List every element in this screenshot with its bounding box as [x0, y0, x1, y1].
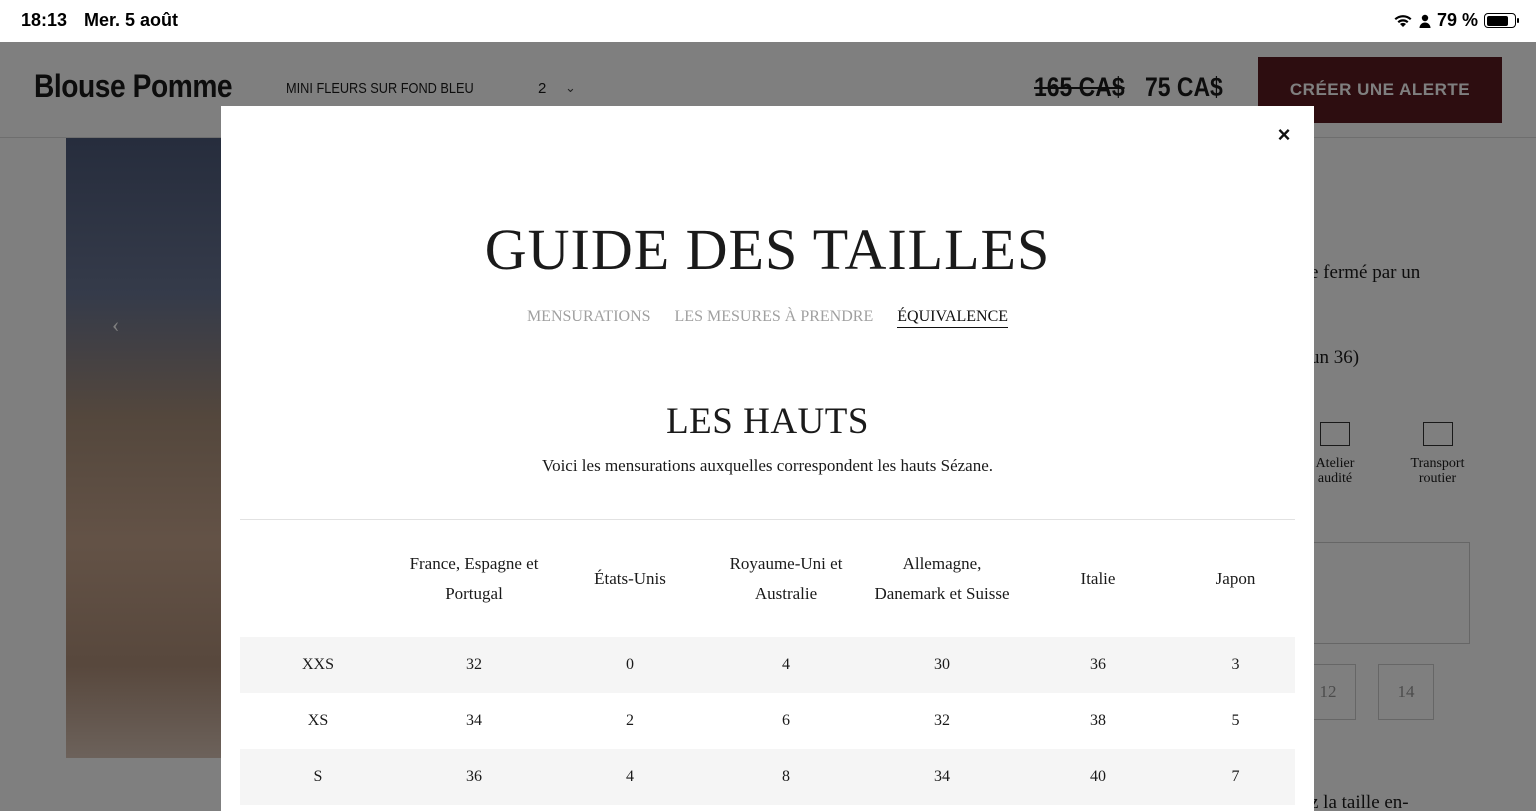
table-header: Japon — [1215, 568, 1256, 588]
table-row — [240, 637, 1295, 693]
table-cell: 34 — [466, 712, 482, 729]
table-cell: 36 — [396, 749, 552, 805]
table-cell: 2 — [626, 712, 634, 729]
table-cell: 32 — [934, 712, 950, 729]
wifi-icon — [1393, 13, 1413, 29]
table-header: France, Espagne et Portugal — [409, 553, 539, 603]
table-cell: 32 — [396, 637, 552, 693]
modal-title: GUIDE DES TAILLES — [484, 217, 1051, 282]
status-bar — [0, 0, 1536, 42]
table-row — [240, 693, 1295, 749]
status-time: 18:13 — [21, 10, 68, 30]
tab-mesures[interactable]: LES MESURES À PRENDRE — [674, 308, 874, 325]
tab-mensurations[interactable]: MENSURATIONS — [526, 308, 651, 325]
section-title: LES HAUTS — [666, 401, 869, 442]
table-cell: 4 — [552, 749, 708, 805]
battery-percent: 79 % — [1436, 10, 1478, 30]
size-equivalence-table — [240, 520, 1295, 805]
battery-icon — [1484, 13, 1516, 28]
size-guide-tabs — [221, 308, 1314, 328]
table-cell: 38 — [1090, 712, 1106, 729]
table-cell: S — [240, 749, 396, 805]
table-cell: 5 — [1231, 712, 1240, 729]
table-header-row — [240, 520, 1295, 637]
table-cell: 7 — [1176, 749, 1295, 805]
table-cell: 36 — [1020, 637, 1176, 693]
table-cell: XXS — [240, 637, 396, 693]
table-cell: 4 — [708, 637, 864, 693]
tab-equivalence[interactable]: ÉQUIVALENCE — [897, 308, 1008, 328]
section-subtitle: Voici les mensurations auxquelles correspondent les hauts Sézane. — [541, 456, 993, 475]
person-icon — [1419, 14, 1431, 28]
table-cell: 40 — [1020, 749, 1176, 805]
table-cell: 30 — [864, 637, 1020, 693]
table-cell: 0 — [552, 637, 708, 693]
table-header: Allemagne, Danemark et Suisse — [874, 553, 1010, 603]
table-header — [240, 520, 396, 637]
table-header: Italie — [1080, 568, 1116, 588]
table-row — [240, 749, 1295, 805]
size-guide-modal — [221, 106, 1314, 811]
table-cell: 6 — [782, 712, 790, 729]
table-cell: XS — [307, 712, 329, 729]
status-right — [1393, 10, 1516, 31]
table-header: Royaume-Uni et Australie — [729, 553, 843, 603]
close-button[interactable]: × — [1274, 122, 1294, 146]
table-header: États-Unis — [594, 568, 666, 588]
table-cell: 3 — [1176, 637, 1295, 693]
table-cell: 34 — [864, 749, 1020, 805]
status-date: Mer. 5 août — [84, 10, 179, 30]
table-cell: 8 — [708, 749, 864, 805]
